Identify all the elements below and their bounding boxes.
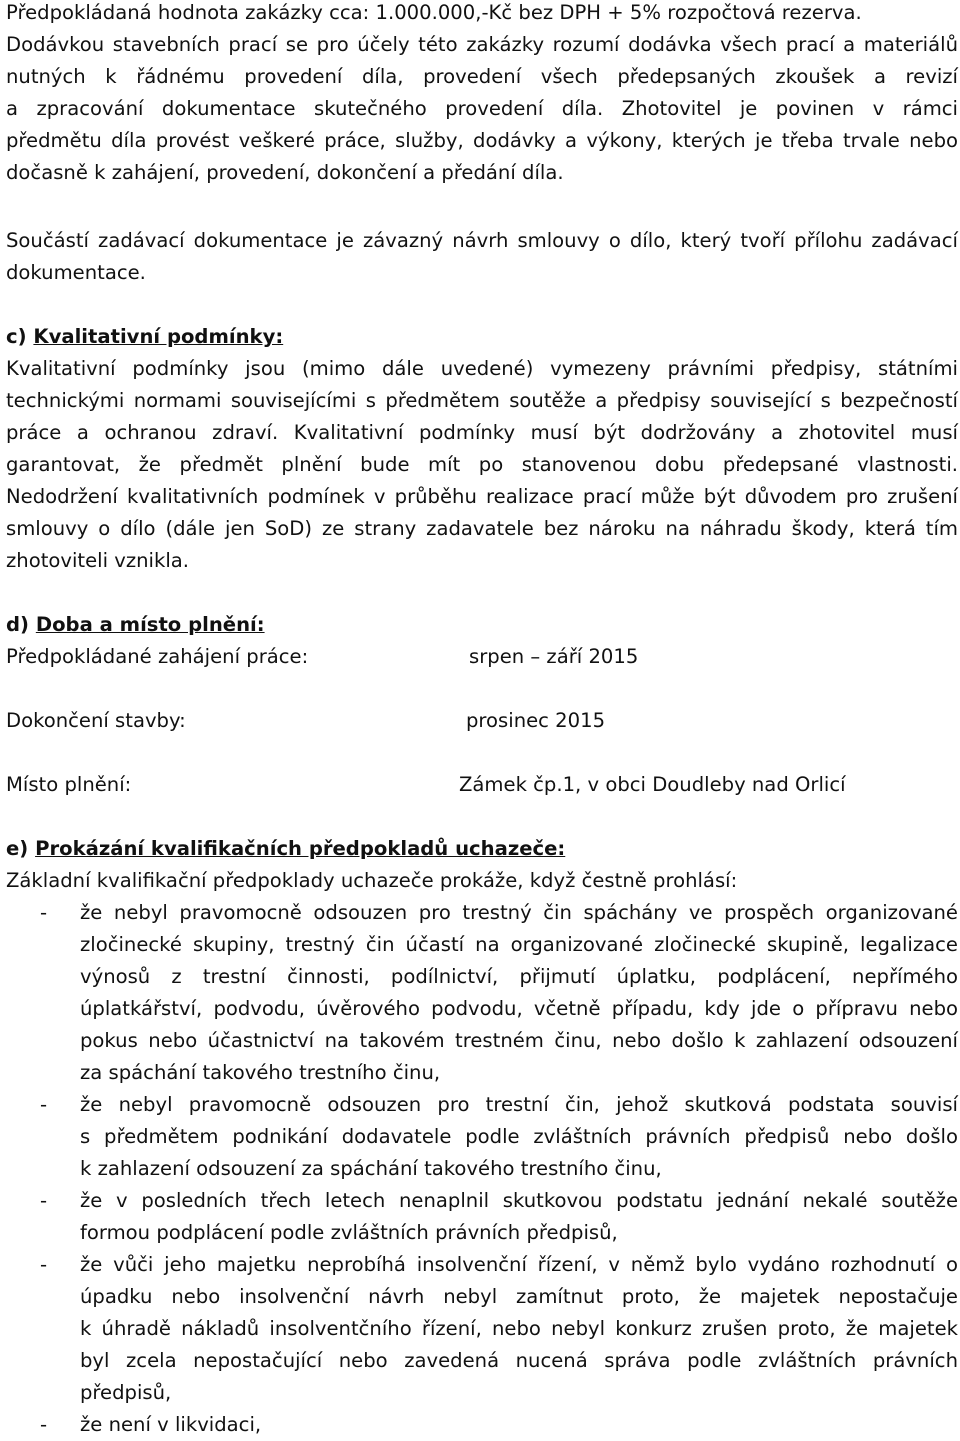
intro-paragraph-line: nutných k řádnému provedení díla, provedení všech předepsaných zkoušek a revizí (6, 65, 958, 88)
section-c-line: technickými normami souvisejícími s předmětem soutěže a předpisy související s bezpečností (6, 389, 958, 412)
end-label: Dokončení stavby: (6, 709, 186, 732)
list-item-line: předpisů, (80, 1381, 172, 1404)
section-c-heading (6, 321, 283, 353)
section-d-title: Doba a místo plnění: (35, 613, 265, 636)
attachment-note-line: Součástí zadávací dokumentace je závazný návrh smlouvy o dílo, který tvoří přílohu zadávací (6, 229, 958, 252)
section-d-heading (6, 609, 265, 641)
intro-paragraph-line: dočasně k zahájení, provedení, dokončení a předání díla. (6, 161, 564, 184)
section-c-line: Kvalitativní podmínky jsou (mimo dále uvedené) vymezeny právními předpisy, státními (6, 357, 958, 380)
section-c-line: zhotoviteli vznikla. (6, 549, 190, 572)
list-item-line: že vůči jeho majetku neprobíhá insolvenční řízení, v němž bylo vydáno rozhodnutí o (80, 1253, 958, 1276)
list-item-line: že v posledních třech letech nenaplnil skutkovou podstatu jednání nekalé soutěže (80, 1189, 958, 1212)
end-value: prosinec 2015 (466, 709, 606, 732)
estimated-value-line: Předpokládaná hodnota zakázky cca: 1.000.000,-Kč bez DPH + 5% rozpočtová rezerva. (6, 1, 862, 24)
place-value: Zámek čp.1, v obci Doudleby nad Orlicí (459, 773, 846, 796)
start-label: Předpokládané zahájení práce: (6, 645, 309, 668)
intro-paragraph-line: předmětu díla provést veškeré práce, služby, dodávky a výkony, kterých je třeba trvale nebo (6, 129, 958, 152)
section-d-marker: d) (6, 613, 29, 636)
section-c-title: Kvalitativní podmínky: (33, 325, 284, 348)
list-item-line: s předmětem podnikání dodavatele podle zvláštních právních předpisů nebo došlo (80, 1125, 958, 1148)
intro-paragraph-line: Dodávkou stavebních prací se pro účely této zakázky rozumí dodávka všech prací a materiálů (6, 33, 958, 56)
section-e-title: Prokázání kvalifikačních předpokladů uchazeče: (35, 837, 566, 860)
section-e-intro: Základní kvalifikační předpoklady uchazeče prokáže, když čestně prohlásí: (6, 869, 738, 892)
section-c-line: smlouvy o dílo (dále jen SoD) ze strany zadavatele bez nároku na náhradu škody, která tím (6, 517, 958, 540)
list-item-line: formou podplácení podle zvláštních právních předpisů, (80, 1221, 618, 1244)
section-c-line: garantovat, že předmět plnění bude mít po stanovenou dobu předepsané vlastnosti. (6, 453, 958, 476)
list-item-line: že není v likvidaci, (80, 1413, 262, 1436)
list-item-line: že nebyl pravomocně odsouzen pro trestní čin, jehož skutková podstata souvisí (80, 1093, 958, 1116)
list-item-line: zločinecké skupiny, trestný čin účastí na organizované zločinecké skupině, legalizace (80, 933, 958, 956)
section-e-marker: e) (6, 837, 29, 860)
section-e-heading (6, 833, 565, 865)
place-label: Místo plnění: (6, 773, 132, 796)
list-item-line: že nebyl pravomocně odsouzen pro trestný čin spáchány ve prospěch organizované (80, 901, 958, 924)
list-item-line: k zahlazení odsouzení za spáchání takového trestního činu, (80, 1157, 662, 1180)
list-item-line: pokus nebo účastnictví na takovém trestném činu, nebo došlo k zahlazení odsouzení (80, 1029, 958, 1052)
start-value: srpen – září 2015 (469, 645, 639, 668)
list-item-line: byl zcela nepostačující nebo zavedená nucená správa podle zvláštních právních (80, 1349, 958, 1372)
list-item-dash: - (40, 901, 48, 924)
list-item-line: výnosů z trestní činnosti, podílnictví, přijmutí úplatku, podplácení, nepřímého (80, 965, 958, 988)
section-c-line: práce a ochranou zdraví. Kvalitativní podmínky musí být dodržovány a zhotovitel musí (6, 421, 958, 444)
list-item-line: za spáchání takového trestního činu, (80, 1061, 441, 1084)
intro-paragraph-line: a zpracování dokumentace skutečného provedení díla. Zhotovitel je povinen v rámci (6, 97, 958, 120)
section-c-line: Nedodržení kvalitativních podmínek v průběhu realizace prací může být důvodem pro zrušení (6, 485, 958, 508)
list-item-line: k úhradě nákladů insolventčního řízení, nebo nebyl konkurz zrušen proto, že majetek (80, 1317, 958, 1340)
list-item-dash: - (40, 1189, 48, 1212)
list-item-line: úpadku nebo insolvenční návrh nebyl zamítnut proto, že majetek nepostačuje (80, 1285, 958, 1308)
list-item-dash: - (40, 1413, 48, 1436)
list-item-line: úplatkářství, podvodu, úvěrového podvodu, včetně případu, kdy jde o přípravu nebo (80, 997, 958, 1020)
list-item-dash: - (40, 1093, 48, 1116)
attachment-note-line: dokumentace. (6, 261, 146, 284)
section-c-marker: c) (6, 325, 27, 348)
list-item-dash: - (40, 1253, 48, 1276)
